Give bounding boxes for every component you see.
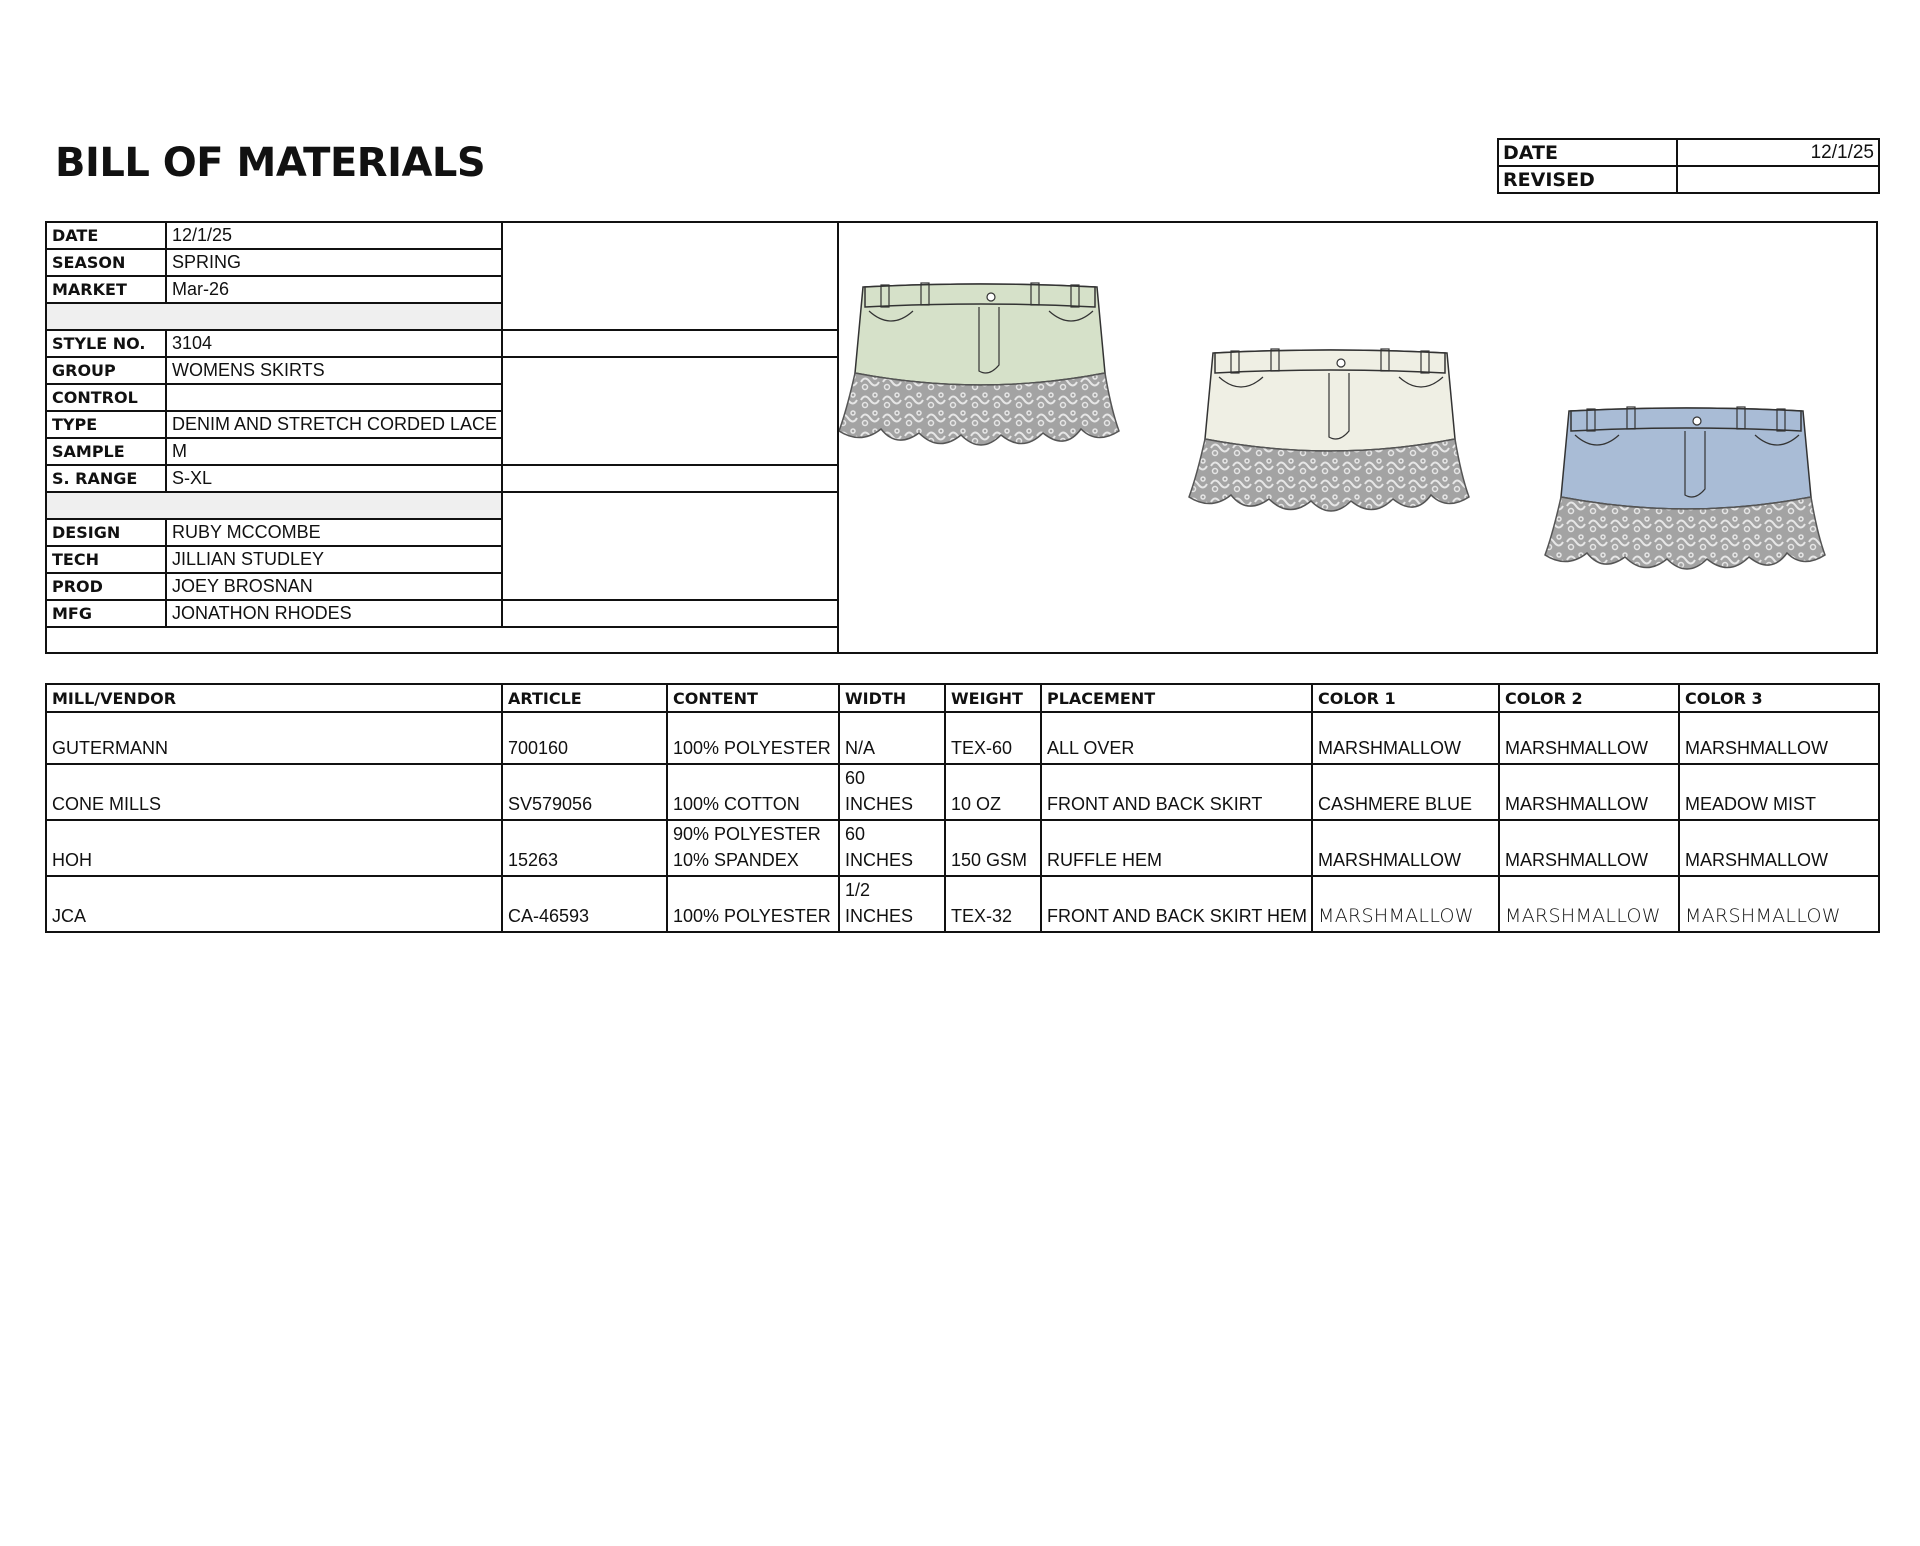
bom-header-color-1: COLOR 1 bbox=[1312, 684, 1499, 712]
sketch-area bbox=[837, 221, 1878, 654]
info-value-date: 12/1/25 bbox=[166, 222, 502, 249]
bom-header-content: CONTENT bbox=[667, 684, 839, 712]
content-line-2: 10% SPANDEX bbox=[673, 850, 799, 870]
content-line-1: 90% POLYESTER bbox=[673, 824, 821, 844]
bom-header-width: WIDTH bbox=[839, 684, 945, 712]
vendor-cell: GUTERMANN bbox=[46, 712, 502, 764]
bom-header-color-3: COLOR 3 bbox=[1679, 684, 1879, 712]
skirt-sketch-cashmere bbox=[1545, 407, 1825, 569]
skirt-sketch-marshmallow bbox=[1189, 349, 1469, 511]
skirt-sketch-meadow bbox=[839, 283, 1119, 445]
info-value-design: RUBY MCCOMBE bbox=[166, 519, 502, 546]
info-value-tech: JILLIAN STUDLEY bbox=[166, 546, 502, 573]
info-value-s-range: S-XL bbox=[166, 465, 502, 492]
info-label-mfg: MFG bbox=[46, 600, 166, 627]
color-1-cell: CASHMERE BLUE bbox=[1312, 764, 1499, 820]
table-row bbox=[46, 876, 1879, 932]
info-label-season: SEASON bbox=[46, 249, 166, 276]
info-value-prod: JOEY BROSNAN bbox=[166, 573, 502, 600]
table-row bbox=[46, 820, 1879, 876]
width-value: 1/2 bbox=[845, 880, 871, 900]
article-cell: 700160 bbox=[502, 712, 667, 764]
bom-header-row bbox=[46, 684, 1879, 712]
placement-cell: ALL OVER bbox=[1041, 712, 1312, 764]
vendor-cell: CONE MILLS bbox=[46, 764, 502, 820]
weight-cell: 150 GSM bbox=[945, 820, 1041, 876]
info-label-market: MARKET bbox=[46, 276, 166, 303]
info-label-sample: SAMPLE bbox=[46, 438, 166, 465]
color-3-cell: MEADOW MIST bbox=[1679, 764, 1879, 820]
info-value-group: WOMENS SKIRTS bbox=[166, 357, 502, 384]
revised-value bbox=[1677, 166, 1879, 193]
info-value-control bbox=[166, 384, 502, 411]
width-unit: INCHES bbox=[845, 850, 914, 870]
info-label-control: CONTROL bbox=[46, 384, 166, 411]
color-3-cell: MARSHMALLOW bbox=[1679, 820, 1879, 876]
info-label-group: GROUP bbox=[46, 357, 166, 384]
width-value: 60 bbox=[845, 824, 866, 844]
content-cell: 100% POLYESTER bbox=[667, 712, 839, 764]
info-blank bbox=[502, 330, 838, 357]
bom-header-weight: WEIGHT bbox=[945, 684, 1041, 712]
bom-header-color-2: COLOR 2 bbox=[1499, 684, 1679, 712]
bom-header-article: ARTICLE bbox=[502, 684, 667, 712]
info-label-style-no: STYLE NO. bbox=[46, 330, 166, 357]
placement-cell: FRONT AND BACK SKIRT bbox=[1041, 764, 1312, 820]
info-blank bbox=[502, 222, 838, 303]
revised-label: REVISED bbox=[1498, 166, 1677, 193]
info-spacer bbox=[46, 492, 502, 519]
info-label-type: TYPE bbox=[46, 411, 166, 438]
content-cell: 100% POLYESTER bbox=[667, 876, 839, 932]
vendor-cell: JCA bbox=[46, 876, 502, 932]
info-spacer bbox=[46, 303, 502, 330]
width-cell bbox=[839, 820, 945, 876]
width-unit: INCHES bbox=[845, 794, 914, 814]
weight-cell: TEX-60 bbox=[945, 712, 1041, 764]
width-cell: N/A bbox=[839, 712, 945, 764]
color-3-cell: MARSHMALLOW bbox=[1679, 876, 1879, 932]
info-value-style-no: 3104 bbox=[166, 330, 502, 357]
bom-header-placement: PLACEMENT bbox=[1041, 684, 1312, 712]
color-2-cell: MARSHMALLOW bbox=[1499, 764, 1679, 820]
info-value-mfg: JONATHON RHODES bbox=[166, 600, 502, 627]
article-cell: CA-46593 bbox=[502, 876, 667, 932]
weight-cell: 10 OZ bbox=[945, 764, 1041, 820]
bom-header-vendor: MILL/VENDOR bbox=[46, 684, 502, 712]
date-label: DATE bbox=[1498, 139, 1677, 166]
info-blank bbox=[502, 303, 838, 330]
color-2-cell: MARSHMALLOW bbox=[1499, 820, 1679, 876]
info-blank bbox=[502, 465, 838, 492]
info-blank bbox=[502, 600, 838, 627]
width-cell bbox=[839, 764, 945, 820]
info-value-market: Mar-26 bbox=[166, 276, 502, 303]
width-unit: INCHES bbox=[845, 906, 914, 926]
table-row bbox=[46, 764, 1879, 820]
style-info-table bbox=[45, 221, 839, 628]
skirt-sketches bbox=[839, 221, 1878, 652]
width-value: 60 bbox=[845, 768, 866, 788]
color-1-cell: MARSHMALLOW bbox=[1312, 820, 1499, 876]
date-value: 12/1/25 bbox=[1677, 139, 1879, 166]
info-blank bbox=[502, 357, 838, 465]
info-value-type: DENIM AND STRETCH CORDED LACE bbox=[166, 411, 502, 438]
article-cell: SV579056 bbox=[502, 764, 667, 820]
article-cell: 15263 bbox=[502, 820, 667, 876]
content-cell bbox=[667, 820, 839, 876]
page-title: BILL OF MATERIALS bbox=[55, 140, 486, 186]
color-3-cell: MARSHMALLOW bbox=[1679, 712, 1879, 764]
color-1-cell: MARSHMALLOW bbox=[1312, 876, 1499, 932]
placement-cell: RUFFLE HEM bbox=[1041, 820, 1312, 876]
vendor-cell: HOH bbox=[46, 820, 502, 876]
info-value-season: SPRING bbox=[166, 249, 502, 276]
info-label-s-range: S. RANGE bbox=[46, 465, 166, 492]
info-label-tech: TECH bbox=[46, 546, 166, 573]
info-label-design: DESIGN bbox=[46, 519, 166, 546]
date-revised-box bbox=[1497, 138, 1880, 194]
info-blank bbox=[502, 492, 838, 600]
placement-cell: FRONT AND BACK SKIRT HEM bbox=[1041, 876, 1312, 932]
info-label-prod: PROD bbox=[46, 573, 166, 600]
weight-cell: TEX-32 bbox=[945, 876, 1041, 932]
color-2-cell: MARSHMALLOW bbox=[1499, 712, 1679, 764]
width-cell bbox=[839, 876, 945, 932]
color-2-cell: MARSHMALLOW bbox=[1499, 876, 1679, 932]
info-value-sample: M bbox=[166, 438, 502, 465]
content-cell: 100% COTTON bbox=[667, 764, 839, 820]
info-label-date: DATE bbox=[46, 222, 166, 249]
bom-table bbox=[45, 683, 1880, 933]
table-row bbox=[46, 712, 1879, 764]
color-1-cell: MARSHMALLOW bbox=[1312, 712, 1499, 764]
